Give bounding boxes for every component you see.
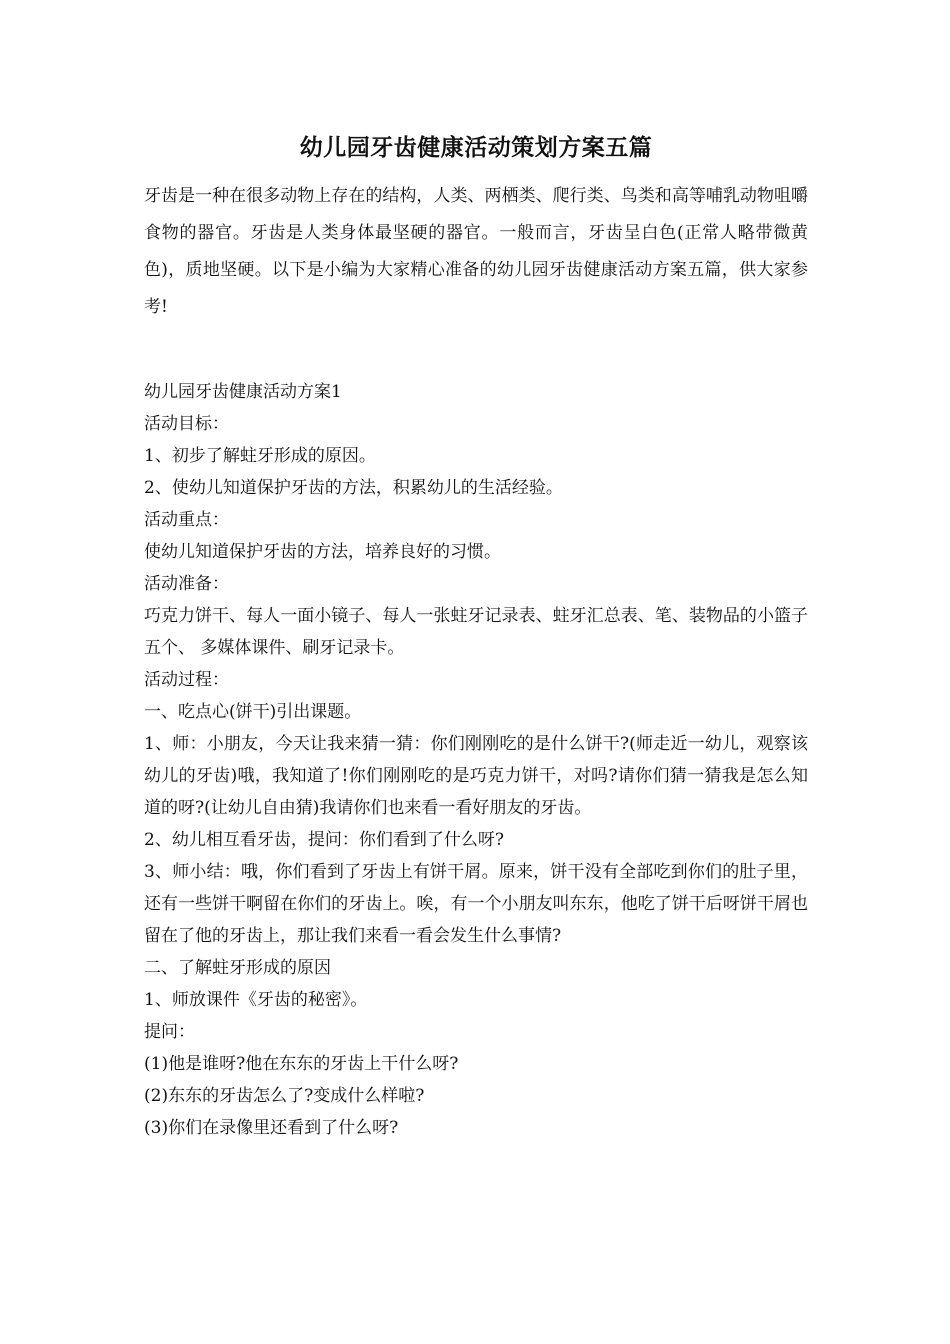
paragraph: 1、师：小朋友，今天让我来猜一猜：你们刚刚吃的是什么饼干?(师走近一幼儿，观察该幼儿的牙齿)哦，我知道了!你们刚刚吃的是巧克力饼干，对吗?请你们猜一猜我是怎么知道的呀?(让幼儿自由猜)我请你们也来看一看好朋友的牙齿。 <box>144 734 808 818</box>
label-activity-prep: 活动准备： <box>144 574 229 594</box>
list-item: 2、使幼儿知道保护牙齿的方法，积累幼儿的生活经验。 <box>144 478 563 498</box>
paragraph: 3、师小结：哦，你们看到了牙齿上有饼干屑。原来，饼干没有全部吃到你们的肚子里，还有一些饼干啊留在你们的牙齿上。唉，有一个小朋友叫东东，他吃了饼干后呀饼干屑也留在了他的牙齿上，那让我们来看一看会发生什么事情? <box>144 862 808 946</box>
section-heading: 幼儿园牙齿健康活动方案1 <box>144 382 342 402</box>
list-item: 2、幼儿相互看牙齿，提问：你们看到了什么呀? <box>144 830 504 850</box>
document-title: 幼儿园牙齿健康活动策划方案五篇 <box>299 134 653 161</box>
subsection-heading: 二、了解蛀牙形成的原因 <box>144 958 331 978</box>
list-item: 1、师放课件《牙齿的秘密》。 <box>144 990 368 1010</box>
intro-paragraph: 牙齿是一种在很多动物上存在的结构，人类、两栖类、爬行类、鸟类和高等哺乳动物咀嚼食物的器官。牙齿是人类身体最坚硬的器官。一般而言，牙齿呈白色(正常人略带微黄色)，质地坚硬。以下是小编为大家精心准备的幼儿园牙齿健康活动方案五篇，供大家参考! <box>144 186 808 317</box>
label-activity-focus: 活动重点： <box>144 510 229 530</box>
label-activity-goals: 活动目标： <box>144 414 229 434</box>
section-gap <box>144 326 808 376</box>
document-page <box>144 128 808 1144</box>
list-item: (3)你们在录像里还看到了什么呀? <box>144 1118 399 1138</box>
list-item: 1、初步了解蛀牙形成的原因。 <box>144 446 376 466</box>
subsection-heading: 一、吃点心(饼干)引出课题。 <box>144 702 362 722</box>
label-activity-process: 活动过程： <box>144 670 229 690</box>
paragraph: 巧克力饼干、每人一面小镜子、每人一张蛀牙记录表、蛀牙汇总表、笔、装物品的小篮子五个、 多媒体课件、刷牙记录卡。 <box>144 606 808 658</box>
list-item: (1)他是谁呀?他在东东的牙齿上干什么呀? <box>144 1054 459 1074</box>
label-questions: 提问： <box>144 1022 195 1042</box>
list-item: (2)东东的牙齿怎么了?变成什么样啦? <box>144 1086 425 1106</box>
paragraph: 使幼儿知道保护牙齿的方法，培养良好的习惯。 <box>144 542 501 562</box>
